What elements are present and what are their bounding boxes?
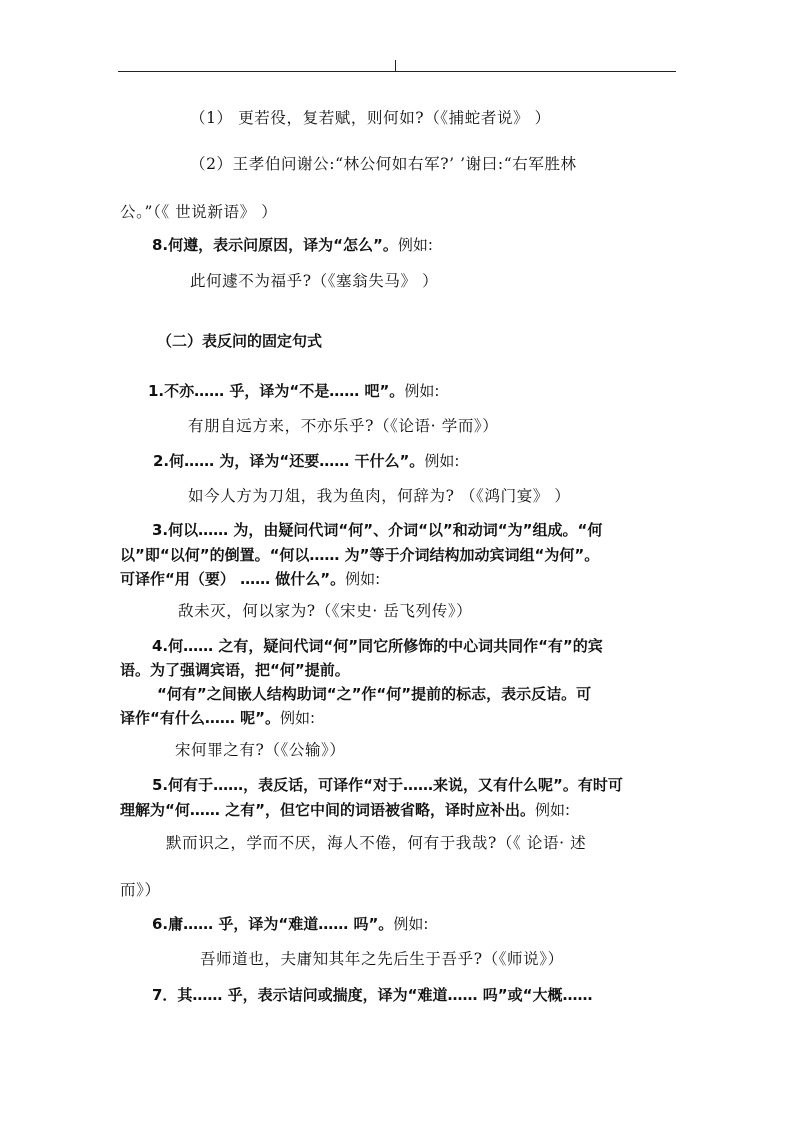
rule-body: 语。为了强调宾语，把“何”提前。 bbox=[120, 661, 350, 679]
rule-heading-7: 7．其…… 乎，表示诘问或揣度，译为“难道…… 吗”或“大概…… bbox=[152, 986, 593, 1004]
rule-example-label: 例如: bbox=[345, 570, 381, 588]
section-heading: （二）表反问的固定句式 bbox=[157, 332, 323, 350]
example-line: 宋何罪之有?（《公输》） bbox=[175, 741, 346, 759]
header-rule bbox=[118, 71, 676, 72]
rule-body bbox=[120, 707, 315, 729]
example-line: 此何遽不为福乎?（《塞翁失马》 ） bbox=[190, 272, 439, 290]
example-line: 吾师道也，夫庸知其年之先后生于吾乎?（《师说》） bbox=[200, 950, 564, 968]
rule-text: 8.何遵，表示问原因，译为“怎么”。 bbox=[152, 236, 398, 254]
rule-example-label: 例如: bbox=[279, 709, 316, 727]
rule-text: 可译作“用（要） …… 做什么”。 bbox=[120, 570, 346, 588]
example-line: （1） 更若役，复若赋，则何如?（《捕蛇者说》 ） bbox=[190, 109, 551, 127]
rule-heading-4: 4.何…… 之有，疑问代词“何”同它所修饰的中心词共同作“有”的宾 bbox=[152, 637, 603, 655]
example-line: 有朋自远方来，不亦乐乎?（《论语· 学而》） bbox=[188, 417, 499, 435]
rule-text: 2.何…… 为，译为“还要…… 干什么”。 bbox=[153, 452, 425, 470]
example-line: 敌未灭，何以家为?（《宋史· 岳飞列传》） bbox=[178, 602, 473, 620]
rule-heading-8 bbox=[152, 234, 433, 256]
rule-text: 理解为“何…… 之有”，但它中间的词语被省略，译时应补出。 bbox=[120, 801, 535, 819]
rule-example-label: 例如: bbox=[534, 801, 571, 819]
example-line: 默而识之，学而不厌，海人不倦，何有于我哉?（《 论语· 述 bbox=[166, 834, 587, 852]
example-line: 如今人方为刀俎，我为鱼肉，何辞为? （《鸿门宴》 ） bbox=[188, 487, 571, 505]
rule-text: 译作“有什么…… 呢”。 bbox=[120, 709, 280, 727]
rule-text: 1.不亦…… 乎，译为“不是…… 吧”。 bbox=[148, 382, 405, 400]
rule-text: 6.庸…… 乎，译为“难道…… 吗”。 bbox=[152, 915, 394, 933]
rule-body bbox=[120, 799, 570, 821]
example-line: 而》） bbox=[120, 881, 161, 899]
rule-body: “何有”之间嵌人结构助词“之”作“何”提前的标志，表示反诘。可 bbox=[157, 685, 592, 703]
rule-example-label: 例如: bbox=[404, 382, 440, 400]
rule-example-label: 例如: bbox=[393, 915, 429, 933]
rule-heading-2 bbox=[153, 450, 459, 472]
rule-heading-3: 3.何以…… 为，由疑问代词“何”、介词“以”和动词“为”组成。“何 bbox=[152, 521, 603, 539]
rule-heading-5: 5.何有于……，表反话，可译作“对于……来说，又有什么呢”。有时可 bbox=[152, 776, 623, 794]
rule-body bbox=[120, 568, 380, 590]
example-line: 公。”（《 世说新语》 ） bbox=[120, 203, 278, 221]
rule-body: 以”即“以何”的倒置。“何以…… 为”等于介词结构加动宾词组“为何”。 bbox=[120, 546, 600, 564]
rule-example-label: 例如: bbox=[397, 236, 433, 254]
rule-heading-6 bbox=[152, 913, 428, 935]
rule-heading-1 bbox=[148, 380, 439, 402]
rule-example-label: 例如: bbox=[424, 452, 460, 470]
example-line: （2）王孝伯问谢公:“林公何如右军?’ ’谢曰:“右军胜林 bbox=[190, 155, 577, 173]
header-mark bbox=[395, 60, 396, 71]
